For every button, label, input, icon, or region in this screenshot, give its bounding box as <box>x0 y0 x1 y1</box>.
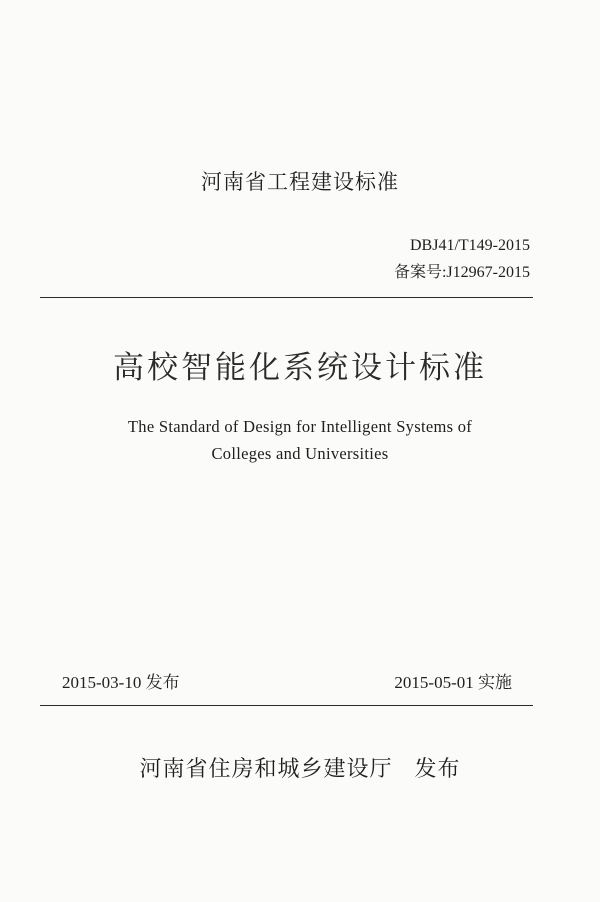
implement-date-block <box>394 668 512 693</box>
publisher-action: 发布 <box>414 757 461 782</box>
publisher-line <box>0 752 600 783</box>
document-title-english <box>0 413 600 467</box>
implement-label: 实施 <box>478 673 512 693</box>
title-english-line-2: Colleges and Universities <box>211 444 389 463</box>
standard-code-block <box>394 232 530 286</box>
document-title-chinese: 高校智能化系统设计标准 <box>113 350 487 385</box>
publisher-name: 河南省住房和城乡建设厅 <box>139 757 393 782</box>
title-english-line-1: The Standard of Design for Intelligent Systems of <box>127 417 473 436</box>
standard-series-title: 河南省工程建设标准 <box>201 170 399 194</box>
divider-bottom <box>40 705 533 706</box>
record-number: 备案号:J12967-2015 <box>393 264 530 281</box>
divider-top <box>40 297 533 298</box>
issue-date: 2015-03-10 <box>62 673 142 692</box>
implement-date: 2015-05-01 <box>394 673 474 692</box>
standard-number: DBJ41/T149-2015 <box>410 237 530 254</box>
issue-date-block <box>62 668 180 693</box>
issue-label: 发布 <box>145 673 180 693</box>
